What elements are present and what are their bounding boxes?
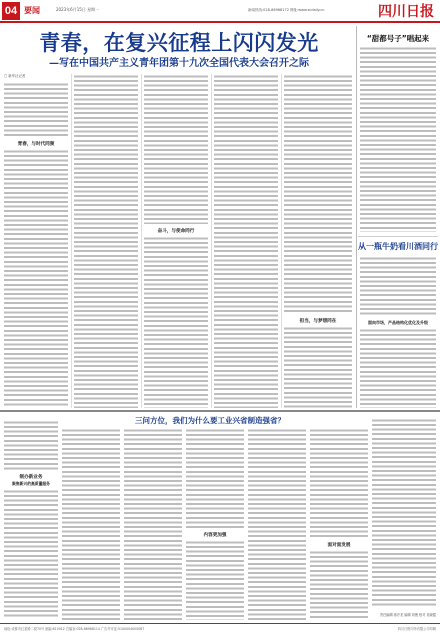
bottom-text-block — [248, 428, 306, 620]
bottom-subhead: 聚焦新兴的高质量服务 — [12, 481, 50, 486]
editor-credits: 责任编辑 蒋开龙 编辑 刘俊 校对 吴晓霞 — [379, 613, 436, 617]
bottom-story-title: 三问方位，我们为什么要工业兴省制造强省？ — [135, 416, 285, 425]
bottom-text-block — [310, 428, 368, 538]
footer-printer: 四川日报印务有限公司印刷 — [397, 627, 436, 631]
lead-text-block — [284, 326, 352, 408]
side-story-subhead: 面向市场，产品结构化优化及升级 — [368, 320, 428, 325]
bottom-text-block — [4, 420, 58, 470]
column-divider — [141, 74, 142, 408]
contact-line: 新闻热线:028-86968172 网址:www.scdaily.cn — [248, 8, 325, 12]
side-story-text — [360, 46, 436, 232]
header-rule — [0, 21, 440, 23]
bottom-text-block — [124, 428, 182, 620]
lead-text-block — [4, 149, 68, 407]
lead-text-block — [4, 82, 68, 138]
lead-text-block — [214, 74, 278, 408]
side-story-title: “甜都号子”唱起来 — [366, 34, 430, 43]
lead-text-block — [144, 236, 208, 408]
side-story-text — [360, 256, 436, 316]
bottom-subhead: 内容更加强 — [203, 533, 227, 538]
lead-subhead: 青春，与时代同频 — [17, 142, 55, 147]
bottom-text-block — [4, 489, 58, 619]
section-label: 要闻 — [24, 6, 40, 15]
lead-headline: 青春，在复兴征程上闪闪发光 — [39, 31, 319, 55]
lead-text-block — [284, 74, 352, 314]
column-divider — [211, 74, 212, 408]
lead-text-block — [74, 74, 138, 408]
column-divider — [281, 74, 282, 408]
bottom-text-block — [186, 428, 244, 528]
side-story-text — [360, 328, 436, 408]
bottom-text-block — [310, 550, 368, 620]
bottom-text-block — [372, 418, 436, 608]
footer-rule — [0, 623, 440, 624]
footer-address: 地址:成都市红星路二段70号 邮编:610012 总编室:028-86968114 广告许可证:5100004000087 — [4, 627, 145, 631]
newspaper-masthead: 四川日报 — [378, 4, 434, 20]
section-divider — [358, 236, 438, 237]
issue-date: 2023年6月15日 星期一 — [56, 7, 100, 12]
bottom-text-block — [186, 540, 244, 620]
bottom-subhead: 面对面发展 — [327, 543, 351, 548]
lead-byline: □ 新华社记者 — [4, 74, 26, 78]
side-story-title: 从一瓶牛奶看川酒同行 — [358, 242, 438, 251]
lead-text-block — [144, 74, 208, 224]
bottom-text-block — [62, 428, 120, 620]
column-divider — [356, 26, 357, 408]
lead-subhead: 奋斗，与使命同行 — [157, 229, 195, 234]
page-number-badge: 04 — [2, 2, 20, 20]
lead-subhead: 担当，与梦想同在 — [299, 319, 337, 324]
section-divider — [0, 410, 440, 412]
bottom-subhead: 制办新业务 — [19, 475, 43, 480]
lead-subheadline: —写在中国共产主义青年团第十九次全国代表大会召开之际 — [49, 58, 309, 69]
column-divider — [71, 74, 72, 408]
